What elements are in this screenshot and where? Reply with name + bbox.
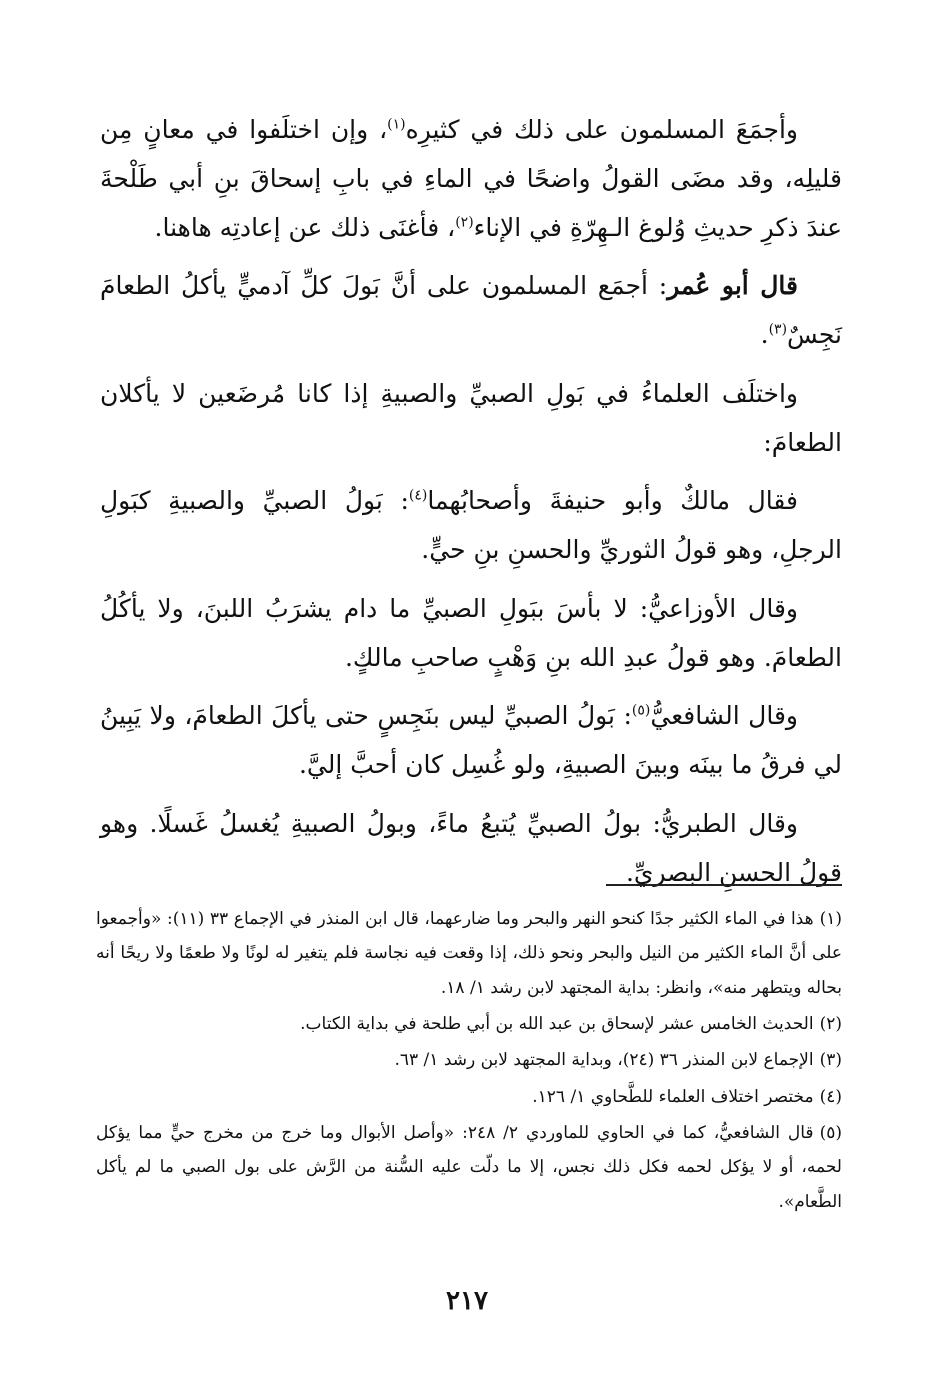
paragraph-4-text-b: : بَولُ الصبيِّ والصبيةِ كبَولِ الرجلِ، وهو قولُ الثوريِّ والحسنِ بنِ حيٍّ. <box>100 486 842 564</box>
paragraph-7-text: وقال الطبريُّ: بولُ الصبيِّ يُتبعُ ماءً، وبولُ الصبيةِ يُغسلُ غَسلًا. وهو قولُ الحسنِ البصريِّ. <box>100 808 842 887</box>
paragraph-1-text-b: ، وإن اختلَفوا في معانٍ مِن قليلِه، وقد مضَى القولُ واضحًا في الماءِ في بابِ إسحاقَ بنِ أبي طَلْحةَ عندَ ذكرِ حديثِ وُلوغ الـهِرّةِ في الإناء <box>100 115 842 242</box>
footnote-number: (١) <box>819 909 842 929</box>
paragraph-3-text: واختلَف العلماءُ في بَولِ الصبيِّ والصبيةِ إذا كانا مُرضَعين لا يأكلان الطعامَ: <box>100 378 842 457</box>
paragraph-6-text-a: وقال الشافعيُّ <box>650 701 798 731</box>
footnote-2 <box>96 1007 842 1041</box>
paragraph-3 <box>100 370 842 468</box>
paragraph-2-end: . <box>760 320 769 349</box>
footnote-separator <box>606 884 842 886</box>
footnote-ref-5[interactable]: (٥) <box>631 702 651 719</box>
page-number: ٢١٧ <box>446 1286 488 1316</box>
footnote-text: الحديث الخامس عشر لإسحاق بن عبد الله بن أبي طلحة في بداية الكتاب. <box>300 1013 814 1034</box>
footnote-text: مختصر اختلاف العلماء للطَّحاوي ١/ ١٢٦. <box>532 1086 814 1107</box>
footnote-ref-3[interactable]: (٣) <box>768 321 788 338</box>
footnote-number: (٣) <box>819 1050 842 1071</box>
footnote-ref-1[interactable]: (١) <box>387 116 406 133</box>
paragraph-1-text-a: وأجمَعَ المسلمون على ذلك في كثيرِه <box>405 115 799 144</box>
paragraph-6 <box>100 692 842 790</box>
footnote-number: (٤) <box>819 1086 842 1107</box>
footnote-ref-4[interactable]: (٤) <box>408 487 428 504</box>
footnote-text: هذا في الماء الكثير جدًا كنحو النهر والبحر وما ضارعهما، قال ابن المنذر في الإجماع ٣٣ (١١): «وأجمعوا على أنَّ الماء الكثير من النيل والبحر ونحو ذلك، إذا وقعت فيه نجاسة فلم يتغير له لونًا ولا طعمًا ولا ريحًا أنه بحاله ويتطهر منه»، وانظر: بداية المجتهد لابن رشد ١/ ١٨. <box>96 909 842 998</box>
paragraph-5-text: وقال الأوزاعيُّ: لا بأسَ ببَولِ الصبيِّ ما دام يشرَبُ اللبنَ، ولا يأكُلُ الطعامَ. وهو قولُ عبدِ الله بنِ وَهْبٍ صاحبِ مالكٍ. <box>100 593 842 672</box>
paragraph-7 <box>100 800 842 898</box>
footnote-ref-2[interactable]: (٢) <box>455 214 474 231</box>
footnote-text: الإجماع لابن المنذر ٣٦ (٢٤)، وبداية المجتهد لابن رشد ١/ ٦٣. <box>394 1050 814 1071</box>
footnote-4 <box>96 1080 842 1114</box>
footnotes <box>96 902 842 1221</box>
paragraph-5 <box>100 585 842 683</box>
paragraph-2-text: : أجمَع المسلمون على أنَّ بَولَ كلِّ آدميٍّ يأكلُ الطعامَ نَجِسٌ <box>100 271 842 349</box>
footnote-text: قال الشافعيُّ، كما في الحاوي للماوردي ٢/ ٢٤٨: «وأصل الأبوال وما خرج من مخرج حيٍّ مما يؤكل لحمه، أو لا يؤكل لحمه فكل ذلك نجس، إلا ما دلّت عليه السُّنة من الرَّش على بول الصبي ما لم يأكل الطَّعام». <box>96 1122 842 1212</box>
paragraph-1-text-c: ، فأغنَى ذلك عن إعادتِه هاهنا. <box>154 212 456 242</box>
paragraph-4 <box>100 477 842 575</box>
footnote-1 <box>96 902 842 1005</box>
footnote-number: (٥) <box>819 1122 842 1143</box>
footnote-5 <box>96 1116 842 1219</box>
footnote-number: (٢) <box>819 1013 842 1034</box>
paragraph-2 <box>100 262 842 360</box>
main-text <box>100 106 842 907</box>
speaker-name: قال أبو عُمر <box>667 271 798 301</box>
paragraph-1 <box>100 106 842 252</box>
footnote-3 <box>96 1043 842 1077</box>
paragraph-6-text-b: : بَولُ الصبيِّ ليس بنَجِسٍ حتى يأكلَ الطعامَ، ولا يَبِينُ لي فرقُ ما بينَه وبينَ الصبيةِ، ولو غُسِل كان أحبَّ إليَّ. <box>100 701 842 779</box>
paragraph-4-text-a: فقال مالكٌ وأبو حنيفةَ وأصحابُهما <box>427 486 798 516</box>
